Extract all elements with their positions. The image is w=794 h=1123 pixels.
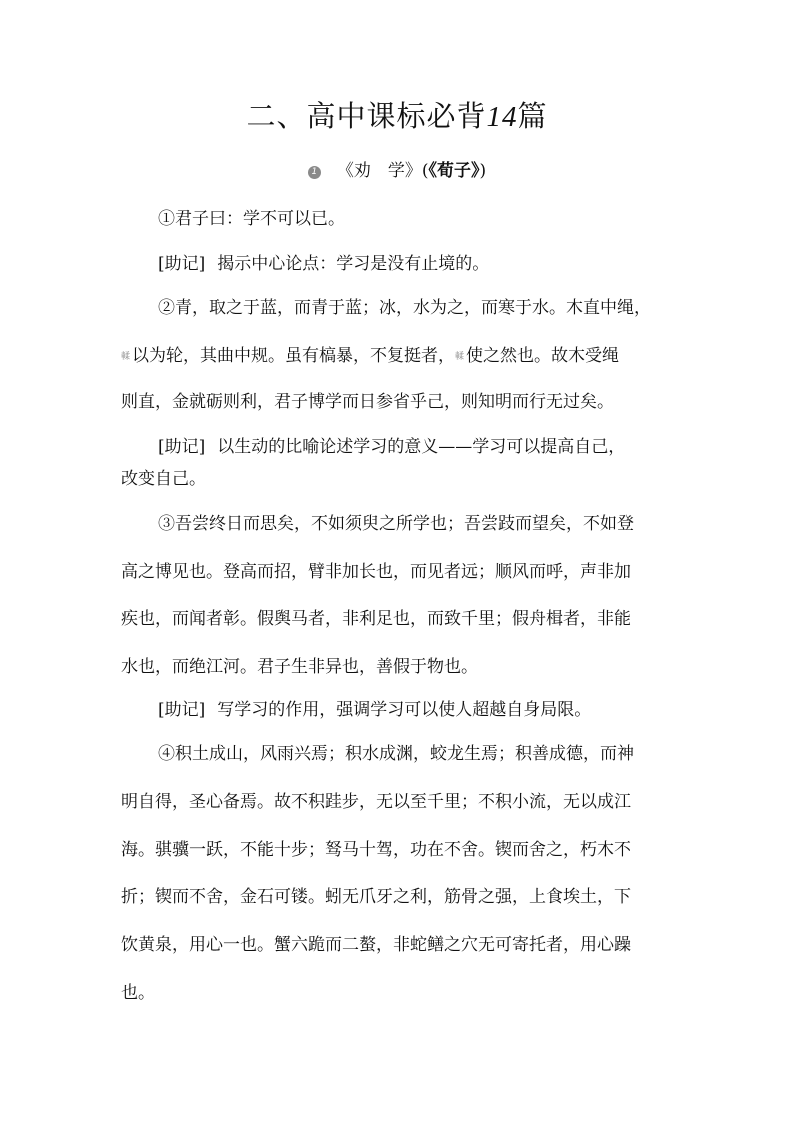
paren-close: ) (479, 161, 487, 181)
text-line: 明自得，圣心备焉。故不积跬步，无以至千里；不积小流，无以成江 (121, 792, 631, 812)
text-line: ③吾尝终日而思矣，不如须臾之所学也；吾尝跂而望矣，不如登 (158, 514, 634, 534)
mnemonic-tag: [助记] (158, 254, 206, 274)
text-line: ②青，取之于蓝，而青于蓝；冰，水为之，而寒于水。木直中绳， (158, 298, 651, 318)
text-line: ①君子曰：学不可以已。 (158, 209, 345, 229)
section-heading (0, 158, 794, 184)
mnemonic-line (158, 251, 681, 277)
text-line: 也。 (121, 983, 155, 1003)
text-line: 则直，金就砺则利，君子博学而日参省乎己，则知明而行无过矣。 (121, 392, 614, 412)
text-segment: 使之然也。故木受绳 (466, 346, 620, 366)
author-name: 《荀子》 (428, 161, 480, 181)
mnemonic-line (158, 434, 681, 460)
title-suffix: 篇 (517, 99, 548, 133)
title-prefix: 二、高中课标必背 (246, 99, 487, 133)
page-title (0, 96, 794, 137)
text-line: ④积土成山，风雨兴焉；积水成渊，蛟龙生焉；积善成德，而神 (158, 744, 634, 764)
text-line: 改变自己。 (121, 469, 206, 489)
mnemonic-tag: [助记] (158, 437, 206, 457)
mnemonic-text: 写学习的作用，强调学习可以使人超越自身局限。 (217, 700, 592, 720)
text-segment: 以为轮，其曲中规。虽有槁暴，不复挺者， (132, 346, 456, 366)
text-line: 海。骐骥一跃，不能十步；驽马十驾，功在不舍。锲而舍之，朽木不 (121, 840, 631, 860)
text-line: 高之博见也。登高而招，臂非加长也，而见者远；顺风而呼，声非加 (121, 562, 631, 582)
text-line (121, 343, 681, 370)
mnemonic-text: 揭示中心论点：学习是没有止境的。 (217, 254, 490, 274)
text-line: 折；锲而不舍，金石可镂。蚓无爪牙之利，筋骨之强，上食埃土，下 (121, 887, 631, 907)
annotation-glyph: 輮 (121, 352, 131, 362)
text-line: 饮黄泉，用心一也。蟹六跪而二螯，非蛇鳝之穴无可寄托者，用心躁 (121, 935, 631, 955)
section-number-badge: 1 (308, 166, 321, 179)
annotation-glyph: 輮 (455, 352, 465, 362)
title-number: 14 (486, 101, 518, 133)
paren-open: ( (421, 161, 429, 181)
mnemonic-line (158, 697, 681, 723)
mnemonic-tag: [助记] (158, 700, 206, 720)
text-line: 水也，而绝江河。君子生非异也，善假于物也。 (121, 657, 478, 677)
text-line: 疾也，而闻者彰。假舆马者，非利足也，而致千里；假舟楫者，非能 (121, 609, 631, 629)
mnemonic-text: 以生动的比喻论述学习的意义——学习可以提高自己， (217, 437, 626, 457)
work-title: 《劝 学》 (336, 161, 422, 181)
